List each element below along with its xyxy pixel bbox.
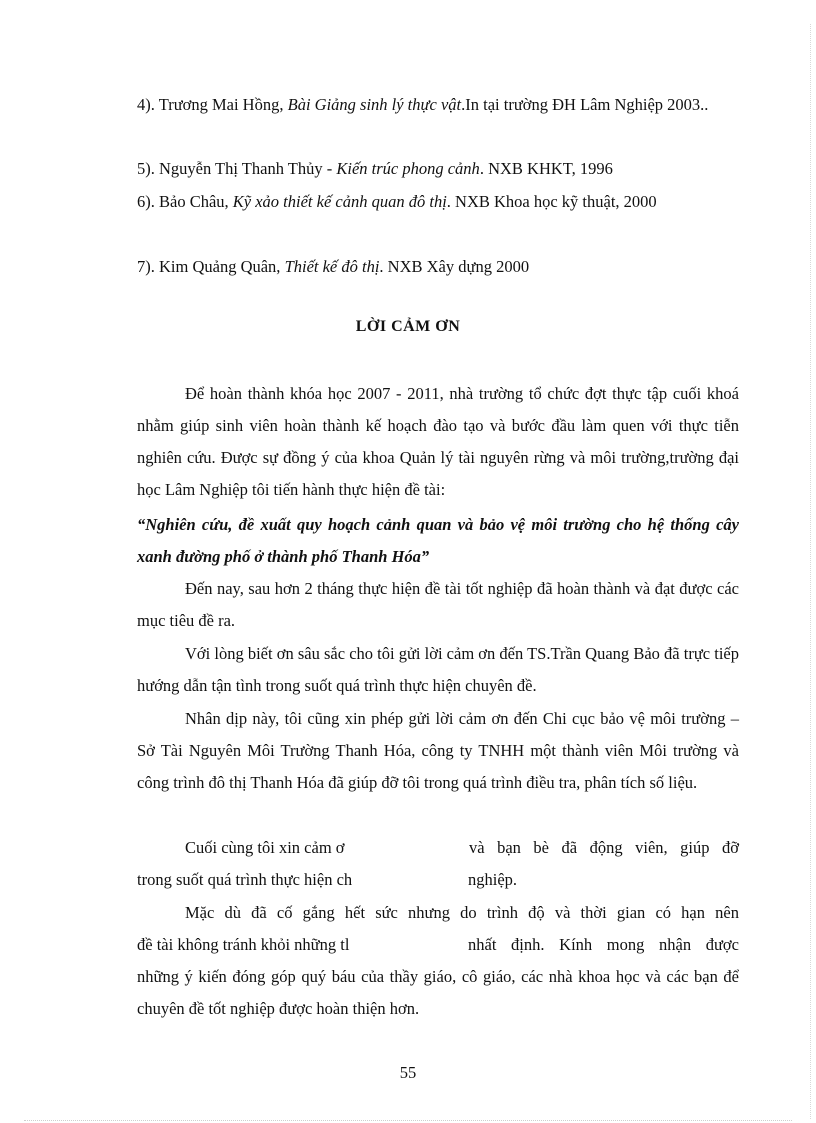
line-fragment: nhất định. Kính mong nhận được (468, 935, 739, 954)
page-border-right (810, 24, 811, 1119)
reference-prefix: 4). Trương Mai Hồng, (137, 95, 288, 114)
line-fragment: trong suốt quá trình thực hiện ch (137, 870, 353, 889)
page-border-bottom (24, 1120, 792, 1121)
reference-title: Bài Giảng sinh lý thực vật (287, 95, 462, 114)
reference-item-6 (137, 186, 739, 218)
reference-suffix: . NXB KHKT, 1996 (479, 159, 613, 178)
reference-prefix: 6). Bảo Châu, (137, 192, 233, 211)
reference-item-4 (137, 89, 739, 121)
reference-suffix: . NXB Xây dựng 2000 (379, 257, 530, 276)
line-fragment: Cuối cùng tôi xin cảm ơ (185, 838, 345, 857)
acknowledgement-paragraph-1 (137, 378, 739, 506)
paragraph-line (137, 929, 739, 961)
paragraph-line (137, 864, 739, 896)
reference-item-7 (137, 251, 739, 283)
paragraph-rest: những ý kiến đóng góp quý báu của thầy giáo, cô giáo, các nhà khoa học và các bạn để chuyên đề tốt nghiệp được hoàn thiện hơn. (137, 967, 739, 1018)
paragraph-line (137, 832, 739, 864)
paragraph-line: Mặc dù đã cố gắng hết sức nhưng do trình độ và thời gian có hạn nên (185, 903, 739, 922)
line-fragment: nghiệp. (468, 870, 518, 889)
line-fragment: đề tài không tránh khỏi những tl (137, 935, 350, 954)
acknowledgement-paragraph-3: Với lòng biết ơn sâu sắc cho tôi gửi lời cảm ơn đến TS.Trần Quang Bảo đã trực tiếp hướng dẫn tận tình trong suốt quá trình thực hiện chuyên đề. (137, 644, 739, 695)
line-fragment: và bạn bè đã động viên, giúp đỡ (469, 838, 739, 857)
reference-suffix: .In tại trường ĐH Lâm Nghiệp 2003.. (461, 95, 709, 114)
page-number: 55 (399, 1063, 417, 1082)
reference-item-5 (137, 153, 739, 185)
acknowledgement-paragraph-5 (137, 832, 739, 896)
reference-suffix: . NXB Khoa học kỹ thuật, 2000 (446, 192, 657, 211)
thesis-topic: “Nghiên cứu, đề xuất quy hoạch cảnh quan và bảo vệ môi trường cho hệ thống cây xanh đường phố ở thành phố Thanh Hóa” (137, 515, 739, 566)
acknowledgement-paragraph-2: Đến nay, sau hơn 2 tháng thực hiện đề tài tốt nghiệp đã hoàn thành và đạt được các mục tiêu đề ra. (137, 579, 739, 630)
reference-prefix: 7). Kim Quảng Quân, (137, 257, 285, 276)
paragraph-text: Để hoàn thành khóa học 2007 - 2011, nhà trường tổ chức đợt thực tập cuối khoá nhằm giúp sinh viên hoàn thành kế hoạch đào tạo và bước đầu làm quen với thực tiễn nghiên cứu. Được sự đồng ý của khoa Quản lý tài nguyên rừng và môi trường,trường đại học Lâm Nghiệp tôi tiến hành thực hiện đề tài: (137, 384, 739, 499)
reference-title: Kiến trúc phong cảnh (336, 159, 480, 178)
acknowledgement-paragraph-4: Nhân dịp này, tôi cũng xin phép gửi lời cảm ơn đến Chi cục bảo vệ môi trường – Sở Tài Nguyên Môi Trường Thanh Hóa, công ty TNHH một thành viên Môi trường và công trình đô thị Thanh Hóa đã giúp đỡ tôi trong quá trình điều tra, phân tích số liệu. (137, 709, 739, 792)
acknowledgement-paragraph-6 (137, 897, 739, 1025)
reference-prefix: 5). Nguyễn Thị Thanh Thủy - (137, 159, 337, 178)
reference-title: Kỹ xảo thiết kế cảnh quan đô thị (232, 192, 447, 211)
reference-title: Thiết kế đô thị (284, 257, 380, 276)
acknowledgement-heading: LỜI CẢM ƠN (355, 318, 461, 335)
